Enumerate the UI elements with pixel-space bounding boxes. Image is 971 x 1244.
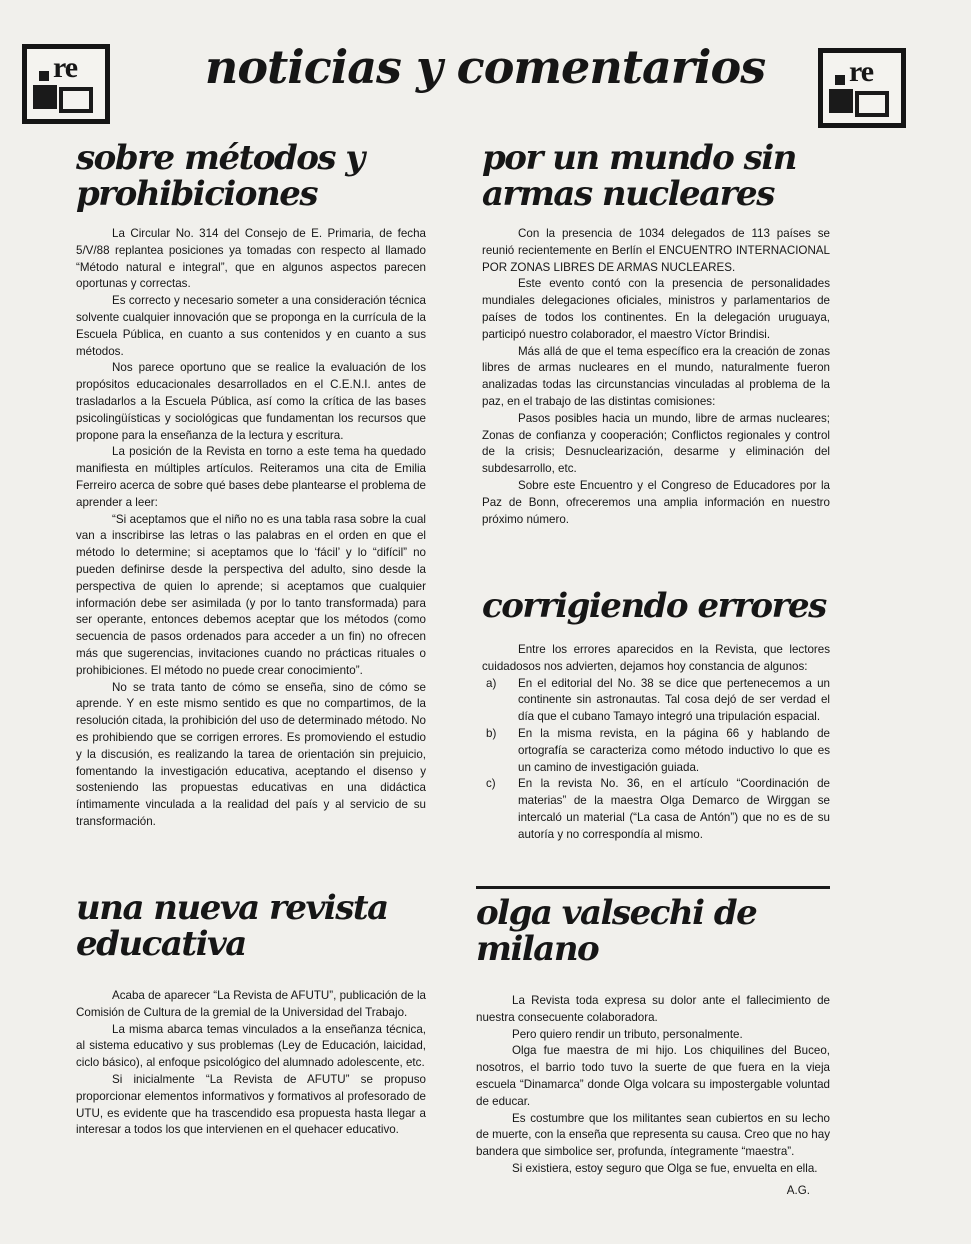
item-label: b) (486, 726, 497, 740)
errata-list (482, 676, 830, 844)
paragraph: Este evento contó con la presencia de personalidades mundiales delegaciones oficiales, ministros y parlamentarios de países de todos los continentes. En la delegación uruguaya, participó nuestro colaborador, el maestro Víctor Brindisi. (482, 277, 830, 341)
item-label: a) (486, 676, 497, 690)
article-title: corrigiendo errores (482, 586, 826, 626)
paragraph: Más allá de que el tema específico era la creación de zonas libres de armas nucleares en el mundo, naturalmente fueron analizadas todas las circunstancias vinculadas al problema de la paz, en el trabajo de las distintas comisiones: (482, 344, 830, 408)
logo-right (818, 48, 906, 128)
paragraph: La Revista toda expresa su dolor ante el fallecimiento de nuestra consecuente colaboradora. (476, 994, 830, 1024)
article-title: sobre métodos y prohibiciones (76, 138, 364, 214)
article-nucleares (482, 140, 830, 528)
paragraph: La posición de la Revista en torno a este tema ha quedado manifiesta en múltiples artículos. Reiteramos una cita de Emilia Ferreiro acerca de sobre qué bases debe plantearse el problema de aprender a leer: (76, 445, 426, 509)
paragraph: Si inicialmente “La Revista de AFUTU” se propuso proporcionar elementos informativos y formativos al profesorado de UTU, es evidente que ha trascendido esa propuesta hasta llegar a interesar a todos los que intervienen en el quehacer educativo. (76, 1072, 426, 1137)
paragraph: Con la presencia de 1034 delegados de 113 países se reunió recientemente en Berlín el ENCUENTRO INTERNACIONAL POR ZONAS LIBRES DE ARMAS NUCLEARES. (482, 227, 830, 274)
article-metodos (76, 140, 426, 831)
paragraph: Si existiera, estoy seguro que Olga se fue, envuelta en ella. (512, 1161, 818, 1175)
article-revista (76, 890, 426, 1139)
paragraph: Entre los errores aparecidos en la Revista, que lectores cuidadosos nos advierten, dejamos hoy constancia de algunos: (482, 643, 830, 673)
item-text: En el editorial del No. 38 se dice que pertenecemos a un continente sin astronautas. Tal cosa dejó de ser verdad el día que el cubano Tamayo integró una tripulación espacial. (518, 676, 830, 724)
paragraph: La misma abarca temas vinculados a la enseñanza técnica, al sistema educativo y sus problemas (Ley de Educación, laicidad, ciclo básico), al enfoque psicológico del alumnado adolescente, etc. (76, 1022, 426, 1070)
item-text: En la revista No. 36, en el artículo “Coordinación de materias” de la maestra Olga Demarco de Wirggan se intercaló un material (“La casa de Antón”) que no es de su autoría y no correspondía al mismo. (518, 777, 830, 841)
paragraph: Olga fue maestra de mi hijo. Los chiquilines del Buceo, nosotros, el barrio todo tuvo la suerte de que fuera en la vieja escuela “Dinamarca” donde Olga volcara su impostergable voluntad de educar. (476, 1044, 830, 1108)
paragraph: Acaba de aparecer “La Revista de AFUTU”, publicación de la Comisión de Cultura de la gremial de la Universidad del Trabajo. (76, 989, 426, 1019)
list-item (482, 676, 830, 726)
article-errores (482, 588, 830, 844)
list-item (482, 776, 830, 843)
paragraph: No se trata tanto de cómo se enseña, sino de cómo se aprende. Y en este mismo sentido es que no compartimos, de la resolución citada, la prohibición del uso de determinado método. No es prohibiendo que se corrigen errores. Es promoviendo el estudio y la discusión, es realizando la tarea de orientación sin prejuicio, fomentando la investigación educativa, aceptando el disenso y sosteniendo las propuestas educativas en una didáctica íntimamente vinculada a la realidad del país y al servicio de su transformación. (76, 680, 426, 828)
quote: “Si aceptamos que el niño no es una tabla rasa sobre la cual van a inscribirse las letras o las palabras en el orden en que el método lo determine; si aceptamos que lo ‘fácil’ y lo “difícil” no pueden definirse desde la perspectiva del adulto, sino desde la perspectiva de quien lo aprende; si aceptamos que cualquier información debe ser asimilada (y por lo tanto transformada) para ser operante, entonces debemos aceptar que los métodos (como secuencia de pasos ordenados para acceder a un fin) no ofrecen más que sugerencias, invitaciones cuando no prácticas rituales o prohibiciones. El método no puede crear conocimiento”. (76, 512, 426, 677)
masthead-title: noticias y comentarios (204, 40, 766, 94)
paragraph: La Circular No. 314 del Consejo de E. Primaria, de fecha 5/V/88 replantea posiciones ya tomadas con respecto al llamado “Método natural e integral”, que en algunos aspectos parecen oportunas y correctas. (76, 227, 426, 291)
article-title: olga valsechi de milano (476, 893, 757, 969)
paragraph: Pasos posibles hacia un mundo, libre de armas nucleares; Zonas de confianza y cooperación; Conflictos regionales y control de la crisis; Desnuclearización, desarme y eliminación del subdesarrollo, etc. (482, 411, 830, 476)
logo-left (22, 44, 110, 124)
article-olga (476, 884, 830, 1197)
paragraph: Es costumbre que los militantes sean cubiertos en su lecho de muerte, con la enseña que representa su causa. Creo que no hay bandera que simbolice ser, profunda, íntegramente “maestra”. (476, 1111, 830, 1159)
article-title: por un mundo sin armas nucleares (482, 138, 796, 214)
article-title: una nueva revista educativa (76, 888, 388, 964)
divider (476, 886, 830, 889)
paragraph: Pero quiero rendir un tributo, personalmente. (512, 1027, 743, 1041)
paragraph: Sobre este Encuentro y el Congreso de Educadores por la Paz de Bonn, ofreceremos una amplia información en nuestro próximo número. (482, 478, 830, 526)
logo-text: re (849, 55, 874, 88)
list-item (482, 726, 830, 776)
item-text: En la misma revista, en la página 66 y hablando de ortografía se caracteriza como método inductivo lo que es un camino de investigación guiada. (518, 726, 830, 774)
paragraph: Nos parece oportuno que se realice la evaluación de los propósitos educacionales desarrollados en el C.E.N.I. antes de trasladarlos a la Escuela Pública, así como la crítica de las bases psicolingüísticas y sociológicas que fundamentan los recursos que propone para la enseñanza de la lectura y escritura. (76, 361, 426, 442)
signature: A.G. (786, 1183, 810, 1197)
logo-text: re (53, 51, 78, 84)
paragraph: Es correcto y necesario someter a una consideración técnica solvente cualquier innovación que se proponga en la currícula de la Escuela Pública, en cuanto a sus contenidos y en cuanto a sus métodos. (76, 294, 426, 358)
item-label: c) (486, 777, 496, 791)
